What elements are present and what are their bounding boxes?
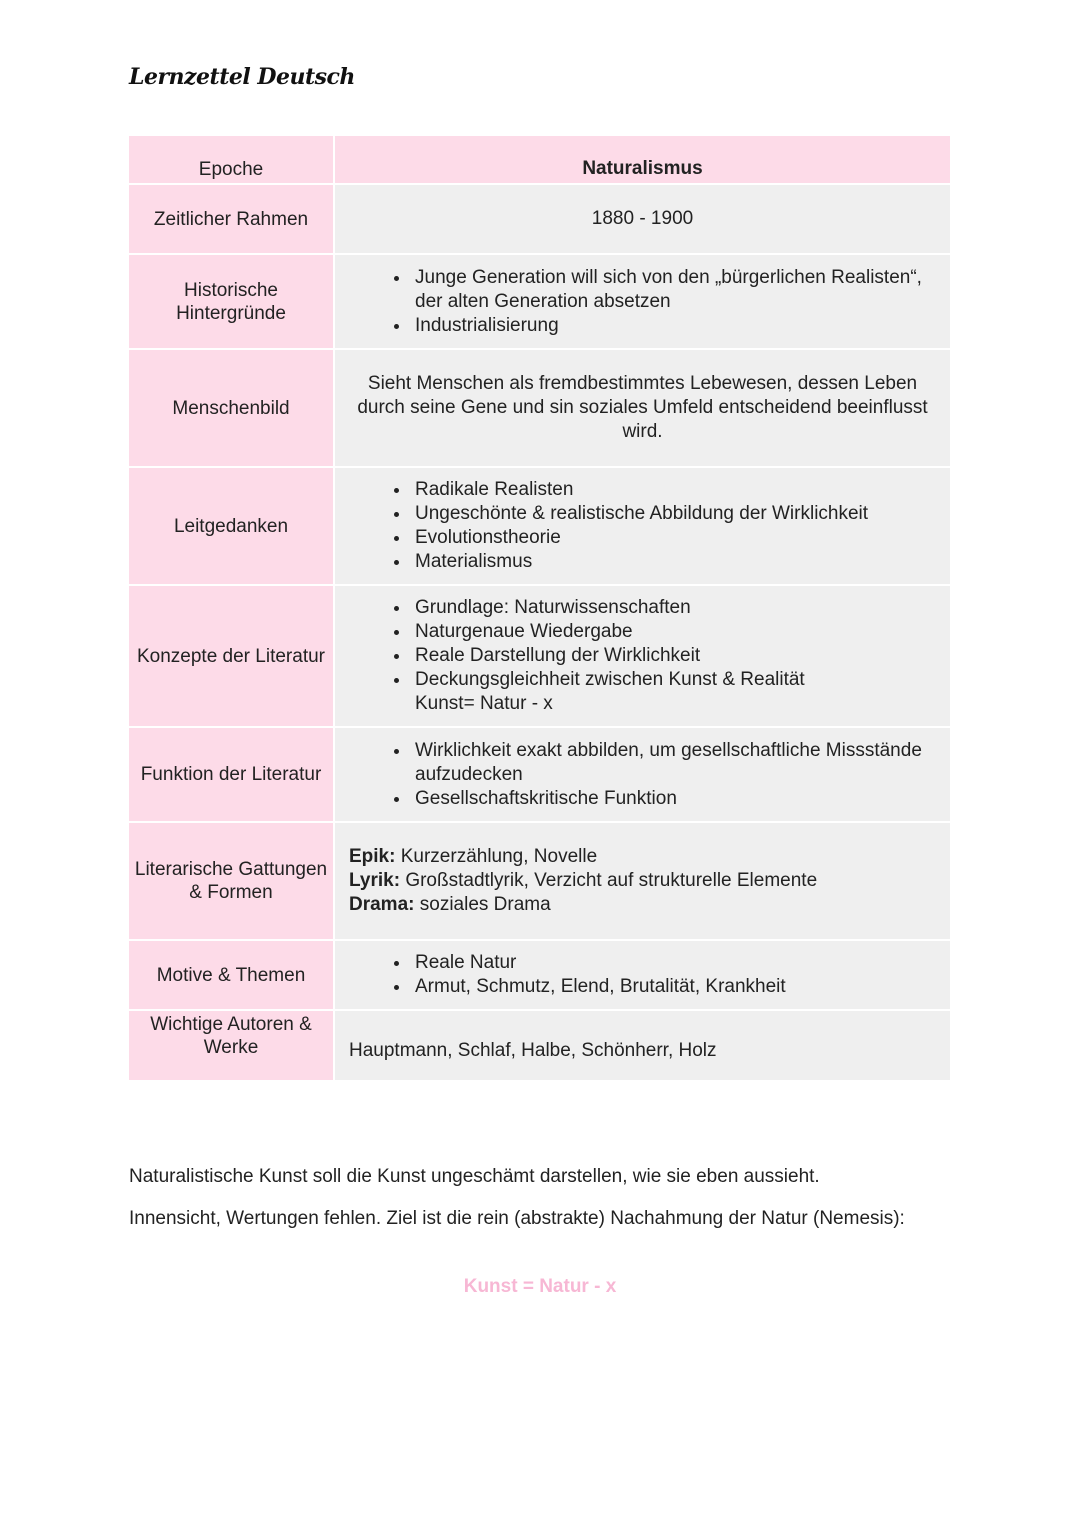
- paragraph: Innensicht, Wertungen fehlen. Ziel ist die rein (abstrakte) Nachahmung der Natur (Nemesis):: [129, 1208, 905, 1229]
- row-value: [334, 822, 950, 940]
- list-item: • Wirklichkeit exakt abbilden, um gesellschaftliche Missstände aufzudecken: [411, 739, 936, 787]
- form-line: [349, 869, 936, 893]
- row-label: Funktion der Literatur: [129, 727, 334, 822]
- list-item: • Armut, Schmutz, Elend, Brutalität, Krankheit: [411, 975, 936, 999]
- list-item: • Reale Darstellung der Wirklichkeit: [411, 644, 936, 668]
- row-label: Literarische Gattungen & Formen: [129, 822, 334, 940]
- formula: Kunst = Natur - x: [463, 1276, 617, 1297]
- formula-line: Kunst= Natur - x: [415, 693, 553, 714]
- list-item: • Deckungsgleichheit zwischen Kunst & Realität: [411, 668, 936, 692]
- row-label: Menschenbild: [129, 349, 334, 467]
- row-label: Leitgedanken: [129, 467, 334, 585]
- table-header-row: [129, 136, 950, 184]
- list-item: • Grundlage: Naturwissenschaften: [411, 596, 936, 620]
- header-label: Epoche: [129, 136, 334, 184]
- row-label: Historische Hintergründe: [129, 254, 334, 349]
- list-item: • Gesellschaftskritische Funktion: [411, 787, 936, 811]
- row-value: Sieht Menschen als fremdbestimmtes Lebewesen, dessen Leben durch seine Gene und sin soziales Umfeld entscheidend beeinflusst wird.: [334, 349, 950, 467]
- table-row: [129, 585, 950, 727]
- table-row: [129, 184, 950, 254]
- row-label: Konzepte der Literatur: [129, 585, 334, 727]
- row-label: Zeitlicher Rahmen: [129, 184, 334, 254]
- table-row: [129, 1010, 950, 1081]
- list-item: • Radikale Realisten: [411, 478, 936, 502]
- header-value: Naturalismus: [334, 136, 950, 184]
- form-line: [349, 893, 936, 917]
- table-row: [129, 467, 950, 585]
- row-value: [334, 940, 950, 1010]
- form-key: Epik:: [349, 846, 396, 867]
- table-row: [129, 254, 950, 349]
- form-line: [349, 845, 936, 869]
- row-label: Motive & Themen: [129, 940, 334, 1010]
- list-item: • Industrialisierung: [411, 314, 936, 338]
- row-label: Wichtige Autoren & Werke: [129, 1010, 334, 1081]
- table-row: [129, 940, 950, 1010]
- form-value: soziales Drama: [414, 894, 551, 915]
- list-item: • Evolutionstheorie: [411, 526, 936, 550]
- list-item: • Reale Natur: [411, 951, 936, 975]
- list-item: • Junge Generation will sich von den „bürgerlichen Realisten“, der alten Generation absetzen: [411, 266, 936, 314]
- table-row: [129, 349, 950, 467]
- paragraph: Naturalistische Kunst soll die Kunst ungeschämt darstellen, wie sie eben aussieht.: [129, 1166, 820, 1187]
- table-row: [129, 727, 950, 822]
- row-value: Hauptmann, Schlaf, Halbe, Schönherr, Holz: [334, 1010, 950, 1081]
- form-value: Großstadtlyrik, Verzicht auf strukturelle Elemente: [400, 870, 818, 891]
- row-value: [334, 254, 950, 349]
- table-row: [129, 822, 950, 940]
- list-item: • Ungeschönte & realistische Abbildung der Wirklichkeit: [411, 502, 936, 526]
- row-value: [334, 727, 950, 822]
- page-title: Lernzettel Deutsch: [129, 64, 355, 90]
- list-item: • Naturgenaue Wiedergabe: [411, 620, 936, 644]
- row-value: [334, 585, 950, 727]
- form-key: Lyrik:: [349, 870, 401, 891]
- row-value: [334, 467, 950, 585]
- row-value: 1880 - 1900: [334, 184, 950, 254]
- epoch-table: [129, 136, 950, 1082]
- form-value: Kurzerzählung, Novelle: [395, 846, 598, 867]
- form-key: Drama:: [349, 894, 415, 915]
- list-item: • Materialismus: [411, 550, 936, 574]
